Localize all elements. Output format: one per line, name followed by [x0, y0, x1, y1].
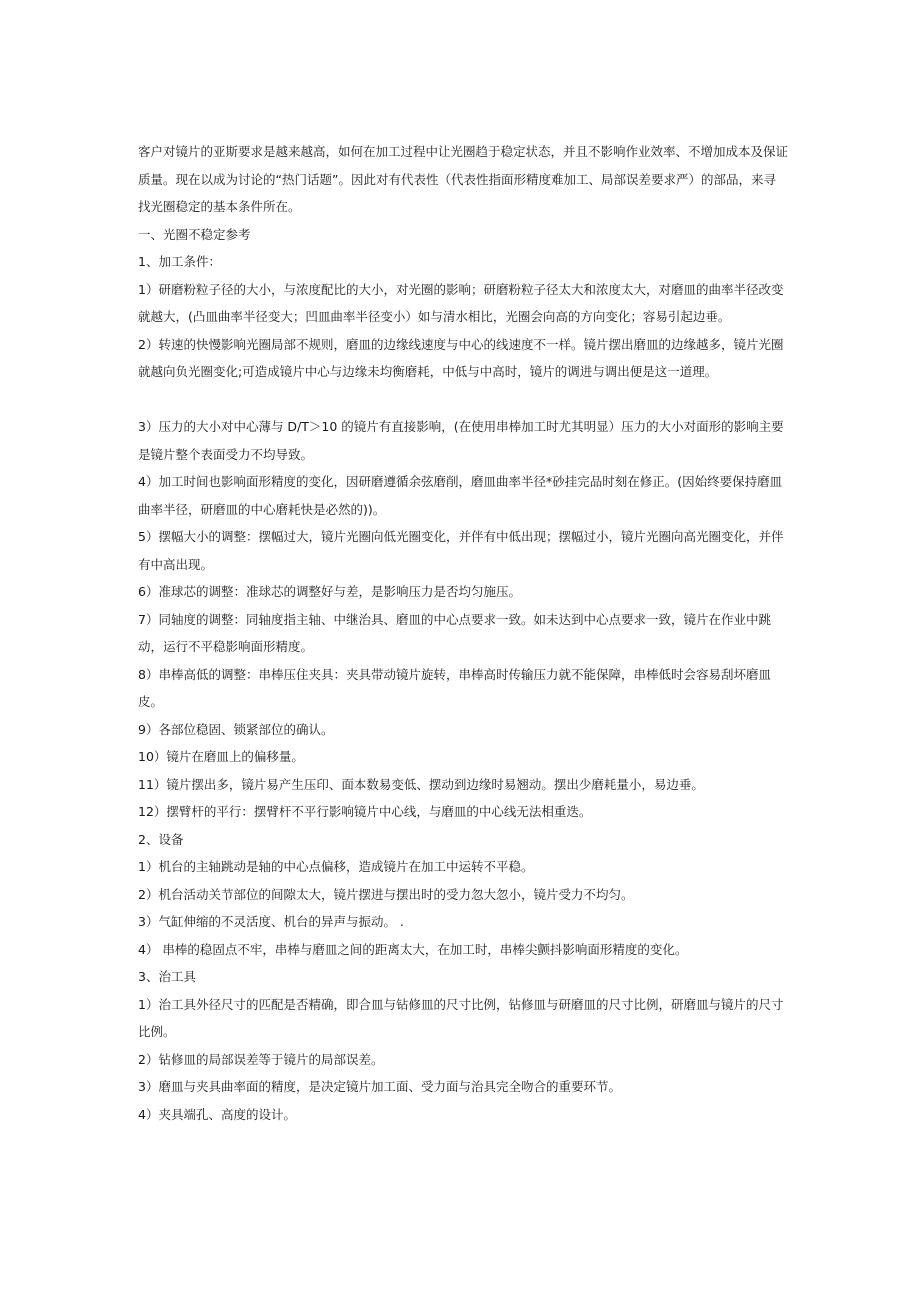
list-item-2-4: 4） 串棒的稳固点不牢，串棒与磨皿之间的距离太大，在加工时，串棒尖颤抖影响面形精度的变化。	[138, 941, 688, 957]
list-item-3-3: 3）磨皿与夹具曲率面的精度，是决定镜片加工面、受力面与治具完全吻合的重要环节。	[138, 1079, 621, 1094]
blank-line	[138, 386, 788, 414]
section-1-title: 一、光圈不稳定参考	[138, 226, 251, 242]
list-item-3-1: 1）治工具外径尺寸的匹配是否精确，即合皿与钻修皿的尺寸比例，钻修皿与研磨皿的尺寸比例，研磨皿与镜片的尺寸比例。	[138, 996, 784, 1039]
list-item-2-2: 2）机台活动关节部位的间隙太大，镜片摆进与摆出时的受力忽大忽小，镜片受力不均匀。	[138, 886, 634, 902]
subsection-3-title: 3、治工具	[138, 969, 196, 984]
list-item-1-1: 1）研磨粉粒子径的大小，与浓度配比的大小，对光圈的影响；研磨粉粒子径太大和浓度太大，对磨皿的曲率半径改变就越大，(凸皿曲率半径变大；凹皿曲率半径变小）如与清水相比，光圈会向高的方向变化；容易引起边垂。	[138, 281, 784, 324]
list-item-1-4: 4）加工时间也影响面形精度的变化，因研磨遵循余弦磨削，磨皿曲率半径*砂挂完品时刻在修正。(因始终要保持磨皿曲率半径，研磨皿的中心磨耗快是必然的))。	[138, 474, 783, 517]
subsection-1-title: 1、加工条件：	[138, 254, 221, 269]
list-item-1-7: 7）同轴度的调整：同轴度指主轴、中继治具、磨皿的中心点要求一致。如未达到中心点要求一致，镜片在作业中跳动，运行不平稳影响面形精度。	[138, 611, 771, 654]
list-item-1-11: 11）镜片摆出多，镜片易产生压印、面本数易变低、摆动到边缘时易翘动。摆出少磨耗量小，易边垂。	[138, 776, 704, 792]
list-item-1-9: 9）各部位稳固、锁紧部位的确认。	[138, 721, 334, 737]
list-item-1-5: 5）摆幅大小的调整：摆幅过大，镜片光圈向低光圈变化，并伴有中低出现；摆幅过小，镜片光圈向高光圈变化，并伴有中高出现。	[138, 529, 784, 572]
document-body	[138, 138, 788, 1128]
list-item-1-8: 8）串棒高低的调整：串棒压住夹具：夹具带动镜片旋转，串棒高时传输压力就不能保障，串棒低时会容易刮坏磨皿皮。	[138, 666, 771, 709]
list-item-1-3: 3）压力的大小对中心薄与 D/T＞10 的镜片有直接影响，(在使用串棒加工时尤其明显）压力的大小对面形的影响主要是镜片整个表面受力不均导致。	[138, 419, 784, 462]
list-item-3-2: 2）钻修皿的局部误差等于镜片的局部误差。	[138, 1051, 384, 1067]
intro-paragraph: 客户对镜片的亚斯要求是越来越高，如何在加工过程中让光圈趋于稳定状态，并且不影响作业效率、不增加成本及保证质量。现在以成为讨论的“热门话题”。因此对有代表性（代表性指面形精度难加工、局部误差要求严）的部品，来寻找光圈稳定的基本条件所在。	[138, 144, 789, 214]
list-item-1-2: 2）转速的快慢影响光圈局部不规则，磨皿的边缘线速度与中心的线速度不一样。镜片摆出磨皿的边缘越多，镜片光圈就越向负光圈变化;可造成镜片中心与边缘未均衡磨耗，中低与中高时，镜片的调进与调出便是这一道理。	[138, 336, 784, 379]
list-item-1-6: 6）准球芯的调整：准球芯的调整好与差，是影响压力是否均匀施压。	[138, 584, 521, 599]
list-item-2-3: 3）气缸伸缩的不灵活度、机台的异声与振动。 .	[138, 914, 404, 929]
list-item-1-12: 12）摆臂杆的平行：摆臂杆不平行影响镜片中心线，与磨皿的中心线无法相重迭。	[138, 804, 592, 819]
list-item-3-4: 4）夹具端孔、高度的设计。	[138, 1106, 296, 1122]
list-item-1-10: 10）镜片在磨皿上的偏移量。	[138, 749, 304, 764]
list-item-2-1: 1）机台的主轴跳动是轴的中心点偏移，造成镜片在加工中运转不平稳。	[138, 859, 534, 874]
subsection-2-title: 2、设备	[138, 831, 184, 847]
